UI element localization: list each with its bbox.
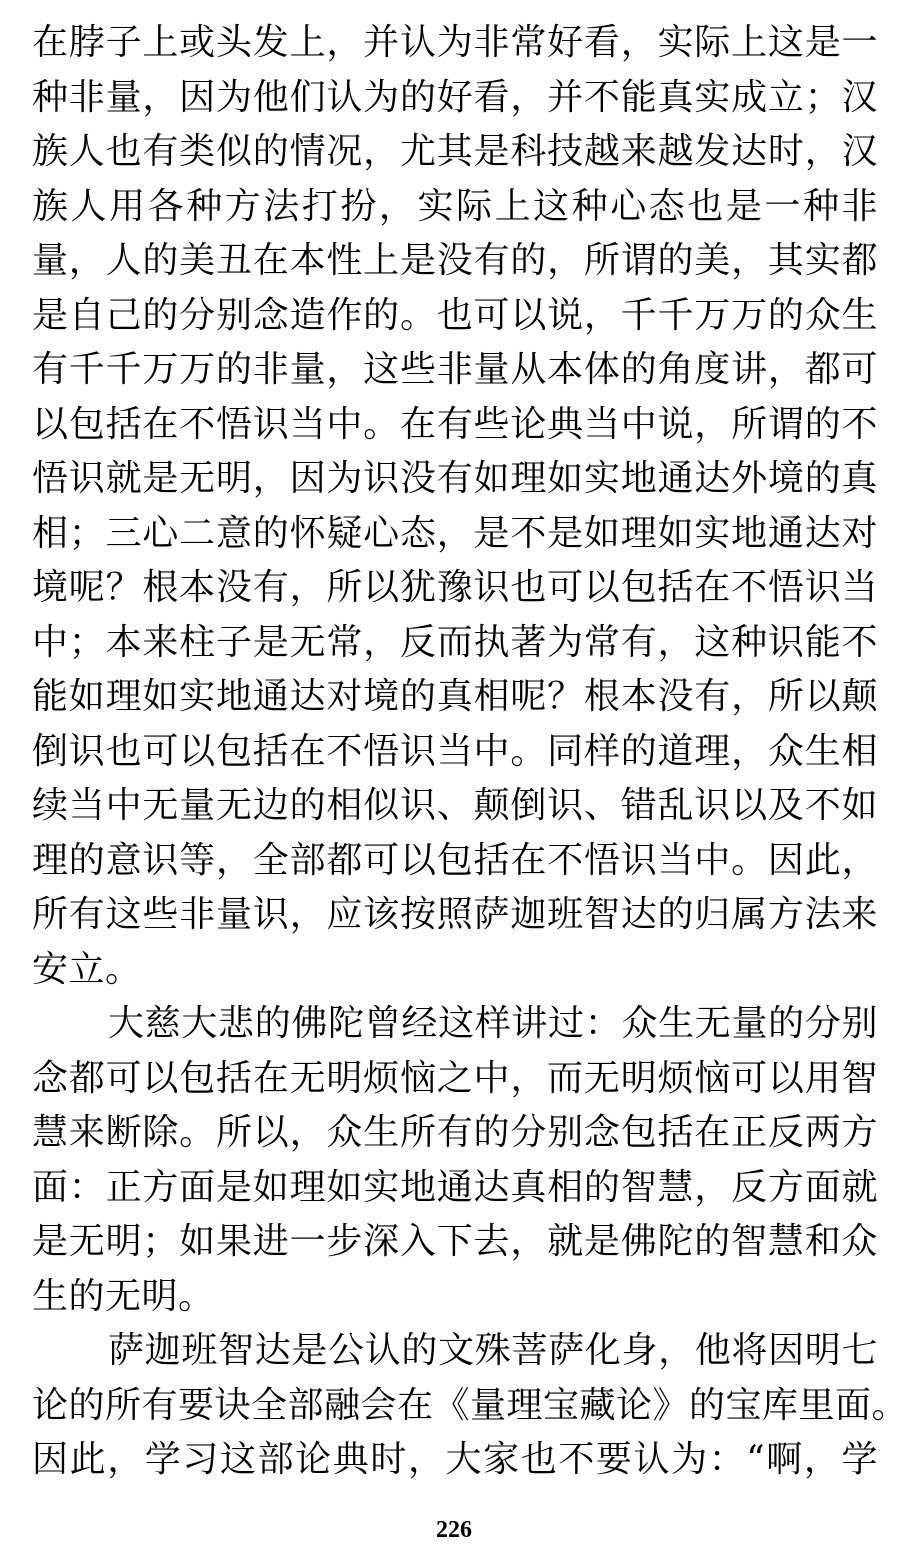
paragraph-3 (32, 1324, 908, 1488)
book-page (32, 16, 908, 1488)
text-line: 所有这些非量识，应该按照萨迦班智达的归属方法来 (32, 894, 878, 935)
text-line: 中；本来柱子是无常，反而执著为常有，这种识能不 (32, 621, 878, 663)
text-line: 种非量，因为他们认为的好看，并不能真实成立；汉 (32, 76, 878, 118)
text-line: 大慈大悲的佛陀曾经这样讲过：众生无量的分别 (108, 1003, 878, 1044)
text-line: 是自己的分别念造作的。也可以说，千千万万的众生 (32, 294, 878, 336)
text-line: 有千千万万的非量，这些非量从本体的角度讲，都可 (32, 349, 878, 390)
text-line: 面：正方面是如理如实地通达真相的智慧，反方面就 (32, 1166, 878, 1208)
text-line: 理的意识等，全部都可以包括在不悟识当中。因此， (32, 839, 878, 881)
text-line: 族人用各种方法打扮，实际上这种心态也是一种非 (32, 185, 878, 227)
paragraph-1 (32, 16, 878, 997)
text-line: 境呢？根本没有，所以犹豫识也可以包括在不悟识当 (32, 567, 878, 608)
text-line: 在脖子上或头发上，并认为非常好看，实际上这是一 (32, 22, 878, 63)
text-line: 续当中无量无边的相似识、颠倒识、错乱识以及不如 (32, 785, 878, 826)
text-line: 是无明；如果进一步深入下去，就是佛陀的智慧和众 (32, 1221, 878, 1262)
text-line: 论的所有要诀全部融会在《量理宝藏论》的宝库里面。 (32, 1384, 908, 1426)
page-number: 226 (436, 1517, 472, 1543)
text-line: 慧来断除。所以，众生所有的分别念包括在正反两方 (32, 1112, 878, 1153)
text-line: 倒识也可以包括在不悟识当中。同样的道理，众生相 (32, 730, 878, 772)
paragraph-2 (32, 997, 878, 1324)
text-line: 悟识就是无明，因为识没有如理如实地通达外境的真 (32, 458, 878, 499)
text-line: 族人也有类似的情况，尤其是科技越来越发达时，汉 (32, 131, 878, 172)
text-line: 生的无明。 (32, 1275, 215, 1317)
text-line: 相；三心二意的怀疑心态，是不是如理如实地通达对 (32, 512, 878, 554)
text-line: 因此，学习这部论典时，大家也不要认为：“啊，学 (32, 1439, 878, 1480)
text-line: 量，人的美丑在本性上是没有的，所谓的美，其实都 (32, 240, 878, 281)
text-line: 萨迦班智达是公认的文殊菩萨化身，他将因明七 (108, 1330, 878, 1371)
text-line: 能如理如实地通达对境的真相呢？根本没有，所以颠 (32, 676, 878, 717)
text-line: 以包括在不悟识当中。在有些论典当中说，所谓的不 (32, 403, 878, 445)
text-line: 念都可以包括在无明烦恼之中，而无明烦恼可以用智 (32, 1057, 878, 1099)
text-line: 安立。 (32, 948, 142, 990)
